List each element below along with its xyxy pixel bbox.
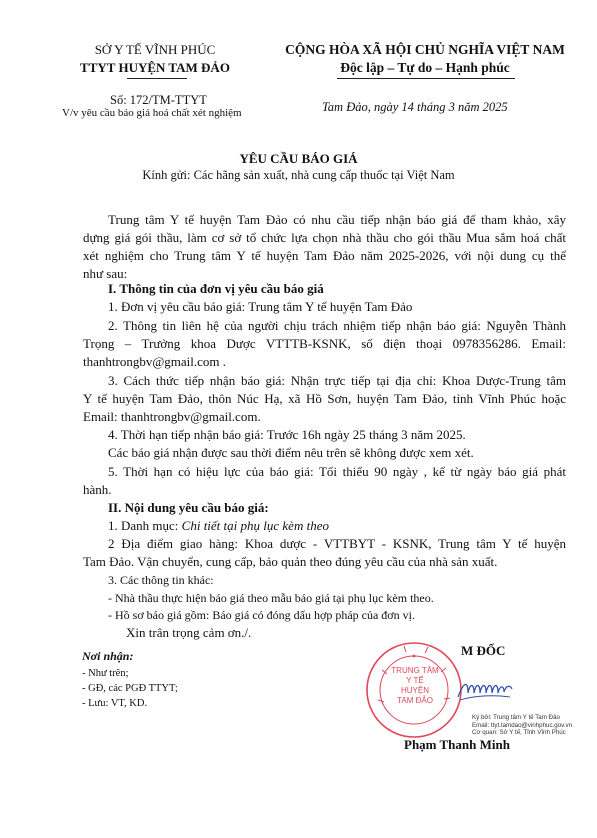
document-date: Tam Đảo, ngày 14 tháng 3 năm 2025: [322, 100, 508, 114]
section1-item2-line2: Trọng – Trưởng khoa Dược VTTTB-KSNK, số điện thoại 0978356286. Email:: [83, 336, 566, 351]
section2-item3-a: - Nhà thầu thực hiện báo giá theo mẫu báo giá tại phụ lục kèm theo.: [108, 591, 434, 605]
section1-item5-line2: hành.: [83, 482, 112, 497]
document-subject: V/v yêu cầu báo giá hoá chất xét nghiệm: [62, 107, 242, 119]
section2-item3: 3. Các thông tin khác:: [108, 573, 214, 587]
document-title: YÊU CẦU BÁO GIÁ: [239, 151, 358, 166]
section1-item3-rest: [83, 390, 566, 426]
section1-item3-line1: 3. Cách thức tiếp nhận báo giá: Nhận trực tiếp tại địa chỉ: Khoa Dược-Trung tâm: [108, 373, 566, 388]
section2-item1-value: Chi tiết tại phụ lục kèm theo: [181, 518, 329, 533]
national-title: CỘNG HÒA XÃ HỘI CHỦ NGHĨA VIỆT NAM: [285, 42, 565, 57]
signer-name: Phạm Thanh Minh: [404, 737, 510, 752]
section1-item3-line3: Email: thanhtrongbv@gmail.com.: [83, 409, 261, 424]
intro-paragraph: [108, 211, 566, 229]
section2-item2-line1: 2 Địa điểm giao hàng: Khoa dược - VTTBYT - KSNK, Trung tâm Y tế huyện: [108, 536, 566, 551]
stamp-text-4: TAM ĐẢO: [397, 696, 433, 705]
section1-item3-line2: Y tế huyện Tam Đảo, thôn Núc Hạ, xã Hồ Sơn, huyện Tam Đảo, tỉnh Vĩnh Phúc hoặc: [83, 391, 566, 406]
section1-item4: 4. Thời hạn tiếp nhận báo giá: Trước 16h ngày 25 tháng 3 năm 2025.: [108, 427, 466, 442]
intro-line-1: Trung tâm Y tế huyện Tam Đảo có nhu cầu tiếp nhận báo giá để tham khảo, xây: [108, 212, 566, 227]
intro-line-4: như sau:: [83, 266, 128, 281]
section2-item1-label: 1. Danh mục:: [108, 518, 182, 533]
header-right-underline: [337, 78, 515, 79]
section1-heading: I. Thông tin của đơn vị yêu cầu báo giá: [108, 281, 324, 296]
recipients-item-2: - GĐ, các PGĐ TTYT;: [82, 683, 178, 694]
unit-name: TTYT HUYỆN TAM ĐẢO: [80, 60, 230, 75]
section2-item2-line2: Tam Đảo. Vận chuyển, cung cấp, bảo quản theo đúng yêu cầu của nhà sản xuất.: [83, 554, 498, 569]
section1-item1: 1. Đơn vị yêu cầu báo giá: Trung tâm Y tế huyện Tam Đảo: [108, 299, 413, 314]
digital-signature-info: [472, 714, 572, 737]
ministry-name: SỞ Y TẾ VĨNH PHÚC: [94, 42, 216, 57]
document-number: Số: 172/TM-TTYT: [110, 93, 207, 107]
section2-item3-b: - Hồ sơ báo giá gồm: Báo giá có đóng dấu hợp pháp của đơn vị.: [108, 608, 415, 622]
stamp-text: [390, 666, 440, 706]
section1-item2-rest: [83, 335, 566, 371]
digital-sign-line-3: Cơ quan: Sở Y tế, Tỉnh Vĩnh Phúc: [472, 729, 566, 736]
national-motto: Độc lập – Tự do – Hạnh phúc: [340, 60, 510, 75]
section1-item5-first: [108, 463, 566, 481]
stamp-text-2: Y TẾ: [406, 676, 424, 685]
recipients-item-3: - Lưu: VT, KD.: [82, 698, 148, 709]
section1-item5-line1: 5. Thời hạn có hiệu lực của báo giá: Tối thiểu 90 ngày , kể từ ngày báo giá phát: [108, 464, 566, 479]
section1-item4-note: Các báo giá nhận được sau thời điểm nêu trên sẽ không được xem xét.: [108, 445, 474, 460]
section2-item2-first: [108, 535, 566, 553]
recipients-item-1: - Như trên;: [82, 668, 129, 679]
stamp-text-3: HUYỆN: [400, 686, 429, 695]
section1-item2-first: [108, 317, 566, 335]
section1-item2-line3: thanhtrongbv@gmail.com .: [83, 354, 227, 369]
signer-position: M ĐỐC: [461, 643, 506, 658]
stamp-text-1: TRUNG TÂM: [391, 666, 439, 675]
digital-sign-line-1: Ký bởi: Trung tâm Y tế Tam Đảo: [472, 714, 560, 721]
section1-item2-line1: 2. Thông tin liên hệ của người chịu trách nhiệm tiếp nhận báo giá: Nguyễn Thành: [108, 318, 566, 333]
section2-heading: II. Nội dung yêu cầu báo giá:: [108, 500, 269, 515]
recipients-label: Nơi nhận:: [82, 649, 134, 663]
header-left-underline: [127, 78, 187, 79]
closing-line: Xin trân trọng cảm ơn./.: [126, 625, 252, 640]
section1-item3-first: [108, 372, 566, 390]
digital-sign-line-2: Email: ttyt.tamdao@vinhphuc.gov.vn: [472, 721, 573, 729]
recipient-line: Kính gửi: Các hãng sản xuất, nhà cung cấp thuốc tại Việt Nam: [142, 168, 455, 182]
intro-paragraph-cont: [83, 229, 566, 283]
intro-line-2: dựng giá gói thầu, làm cơ sở tổ chức lựa chọn nhà thầu cho gói thầu Mua sắm hoá chất: [83, 230, 566, 245]
intro-line-3: xét nghiệm cho Trung tâm Y tế huyện Tam Đảo năm 2025-2026, với nội dung cụ thể: [83, 248, 566, 263]
section2-item1: [108, 517, 329, 535]
handwritten-signature-icon: [456, 675, 514, 705]
